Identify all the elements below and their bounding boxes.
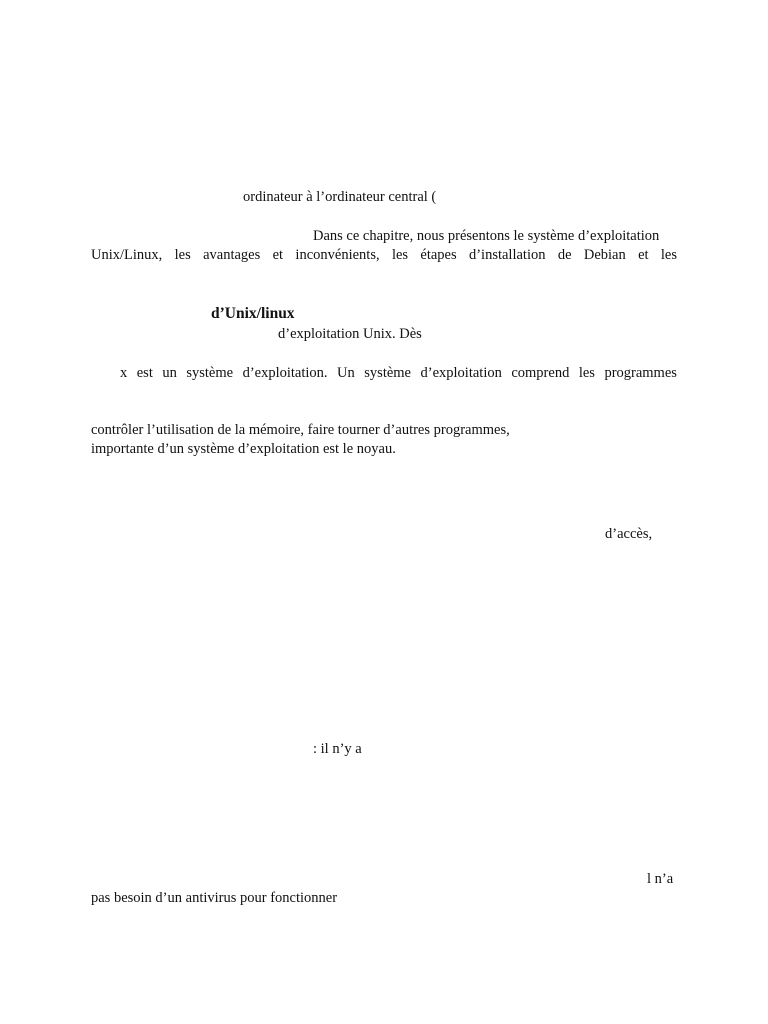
word: de <box>557 247 572 263</box>
text-fragment-l-na: l n’a <box>647 871 674 887</box>
word: les <box>174 247 191 263</box>
word: système <box>186 365 234 381</box>
justified-line-systeme-exploitation <box>120 364 677 382</box>
word: étapes <box>420 247 457 263</box>
word: et <box>638 247 649 263</box>
text-fragment-acces: d’accès, <box>605 526 653 542</box>
word: x <box>120 365 128 381</box>
text-fragment-ordinateur-central: ordinateur à l’ordinateur central ( <box>243 189 437 205</box>
text-fragment-antivirus: pas besoin d’un antivirus pour fonctionner <box>91 890 338 906</box>
word: les <box>660 247 677 263</box>
text-fragment-controler-memoire: contrôler l’utilisation de la mémoire, faire tourner d’autres programmes, <box>91 422 510 438</box>
text-fragment-il-ny-a: : il n’y a <box>313 741 362 757</box>
word: d’exploitation. <box>242 365 328 381</box>
word: Debian <box>583 247 626 263</box>
word: et <box>272 247 284 263</box>
word: un <box>162 365 177 381</box>
word: d’installation <box>468 247 546 263</box>
word: les <box>578 365 595 381</box>
word: est <box>136 365 153 381</box>
word: inconvénients, <box>295 247 380 263</box>
word: Unix/Linux, <box>91 247 163 263</box>
word: système <box>364 365 411 381</box>
word: les <box>391 247 409 263</box>
justified-line-avantages <box>91 246 677 264</box>
text-fragment-chapitre-intro: Dans ce chapitre, nous présentons le système d’exploitation <box>313 228 660 244</box>
word: avantages <box>203 247 261 263</box>
text-fragment-noyau: importante d’un système d’exploitation est le noyau. <box>91 441 396 457</box>
section-heading-unix-linux: d’Unix/linux <box>211 305 295 322</box>
text-fragment-exploitation-unix: d’exploitation Unix. Dès <box>278 326 422 342</box>
word: d’exploitation <box>420 365 502 381</box>
word: comprend <box>511 365 570 381</box>
word: Un <box>337 365 355 381</box>
word: programmes <box>604 365 677 381</box>
